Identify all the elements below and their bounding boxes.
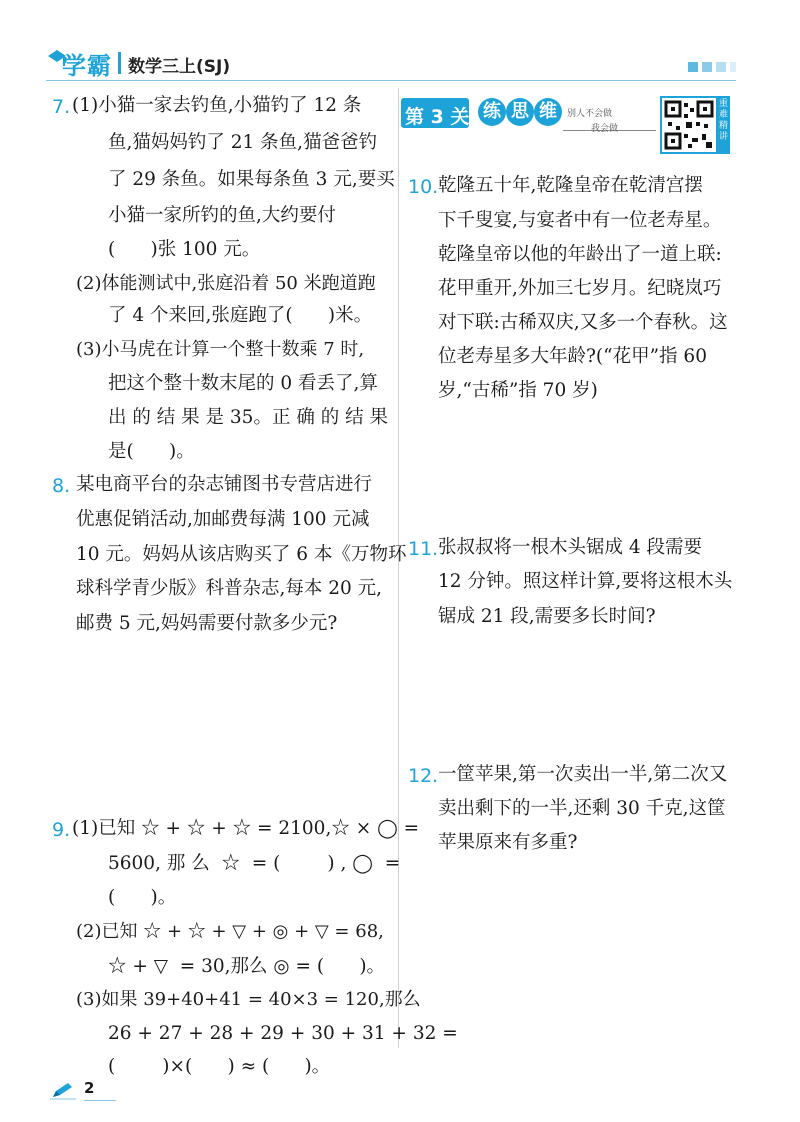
text-line: (1)小猫一家去钓鱼,小猫钓了 12 条 [72,95,362,116]
answer-blank-line[interactable]: ( )×( ) ≈ ( )。 [108,1056,331,1077]
pencil-icon [50,1082,76,1100]
text-line: 乾隆皇帝以他的年龄出了一道上联: [438,244,722,265]
answer-blank-line[interactable]: ( )。 [108,887,177,908]
text-line: 下千叟宴,与宴者中有一位老寿星。 [438,210,722,231]
text-line: 卖出剩下的一半,还剩 30 千克,这筐 [438,798,726,819]
answer-blank-line[interactable]: 是( )。 [108,441,195,462]
text-line: 10 元。妈妈从该店购买了 6 本《万物环 [76,544,407,565]
text-line: 锯成 21 段,需要多长时间? [438,606,656,627]
question-number: 12. [408,765,439,787]
text-line: 优惠促销活动,加邮费每满 100 元减 [76,509,370,530]
column-divider [398,88,399,1048]
text-line: 一筐苹果,第一次卖出一半,第二次又 [438,764,728,785]
text-line: 球科学青少版》科普杂志,每本 20 元, [76,578,383,599]
answer-blank-line[interactable]: 5600, 那 么 ☆ = ( ) , ◯ = [108,853,401,874]
book-title: 数学三上(SJ) [128,57,231,77]
header-square [688,62,698,72]
footer-rule [84,1100,116,1101]
text-line: 了 29 条鱼。如果每条鱼 3 元,要买 [108,169,395,190]
text-line: (1)已知 ☆ + ☆ + ☆ = 2100,☆ × ◯ = [72,818,420,839]
text-line: (3)如果 39+40+41 = 40×3 = 120,那么 [76,989,421,1010]
section-title-char: 维 [534,98,562,126]
text-line: (2)已知 ☆ + ☆ + ▽ + ◎ + ▽ = 68, [76,921,384,942]
qr-tag: 重难精讲 [717,96,730,154]
logo-text: 学霸 [62,52,112,80]
text-line: 出 的 结 果 是 35。正 确 的 结 果 [108,407,388,428]
question-number: 8. [52,475,71,497]
text-line: 岁,“古稀”指 70 岁) [438,380,598,401]
header-square [716,62,726,72]
motto-top: 别人不会做 [567,109,613,119]
question-number: 10. [408,176,439,198]
question-number: 9. [52,819,71,841]
qr-code-icon[interactable] [660,96,718,154]
question-number: 11. [408,538,439,560]
text-line: 小猫一家所钓的鱼,大约要付 [108,205,336,226]
text-line: 邮费 5 元,妈妈需要付款多少元? [76,613,338,634]
text-line: 花甲重开,外加三七岁月。纪晓岚巧 [438,278,722,299]
text-line: 把这个整十数末尾的 0 看丢了,算 [108,373,378,394]
text-line: (2)体能测试中,张庭沿着 50 米跑道跑 [76,273,376,294]
text-line: 位老寿星多大年龄?(“花甲”指 60 [438,346,707,367]
text-line: 鱼,猫妈妈钓了 21 条鱼,猫爸爸钓 [108,132,378,153]
text-line: 12 分钟。照这样计算,要将这根木头 [438,571,733,592]
question-number: 7. [52,96,71,118]
header-square [730,62,736,72]
text-line: (3)小马虎在计算一个整十数乘 7 时, [76,339,365,360]
section-title-char: 练 [478,98,506,126]
section-title-char: 思 [506,98,534,126]
text-line: 对下联:古稀双庆,又多一个春秋。这 [438,312,728,333]
level-badge-label: 第 3 关 [405,106,470,128]
text-line: 26 + 27 + 28 + 29 + 30 + 31 + 32 = [108,1023,458,1044]
answer-blank-line[interactable]: 了 4 个来回,张庭跑了( )米。 [108,305,373,326]
logo-divider [118,52,121,74]
answer-blank-line[interactable]: ☆ + ▽ = 30,那么 ◎ = ( )。 [108,956,386,977]
header-square [702,62,712,72]
text-line: 乾隆五十年,乾隆皇帝在乾清宫摆 [438,175,703,196]
motto-bottom: 我会做 [591,124,619,134]
text-line: 苹果原来有多重? [438,832,578,853]
text-line: 某电商平台的杂志铺图书专营店进行 [76,474,373,495]
text-line: 张叔叔将一根木头锯成 4 段需要 [438,537,703,558]
header-rule [46,80,736,81]
answer-blank-line[interactable]: ( )张 100 元。 [108,239,261,260]
page-number: 2 [84,1079,95,1097]
